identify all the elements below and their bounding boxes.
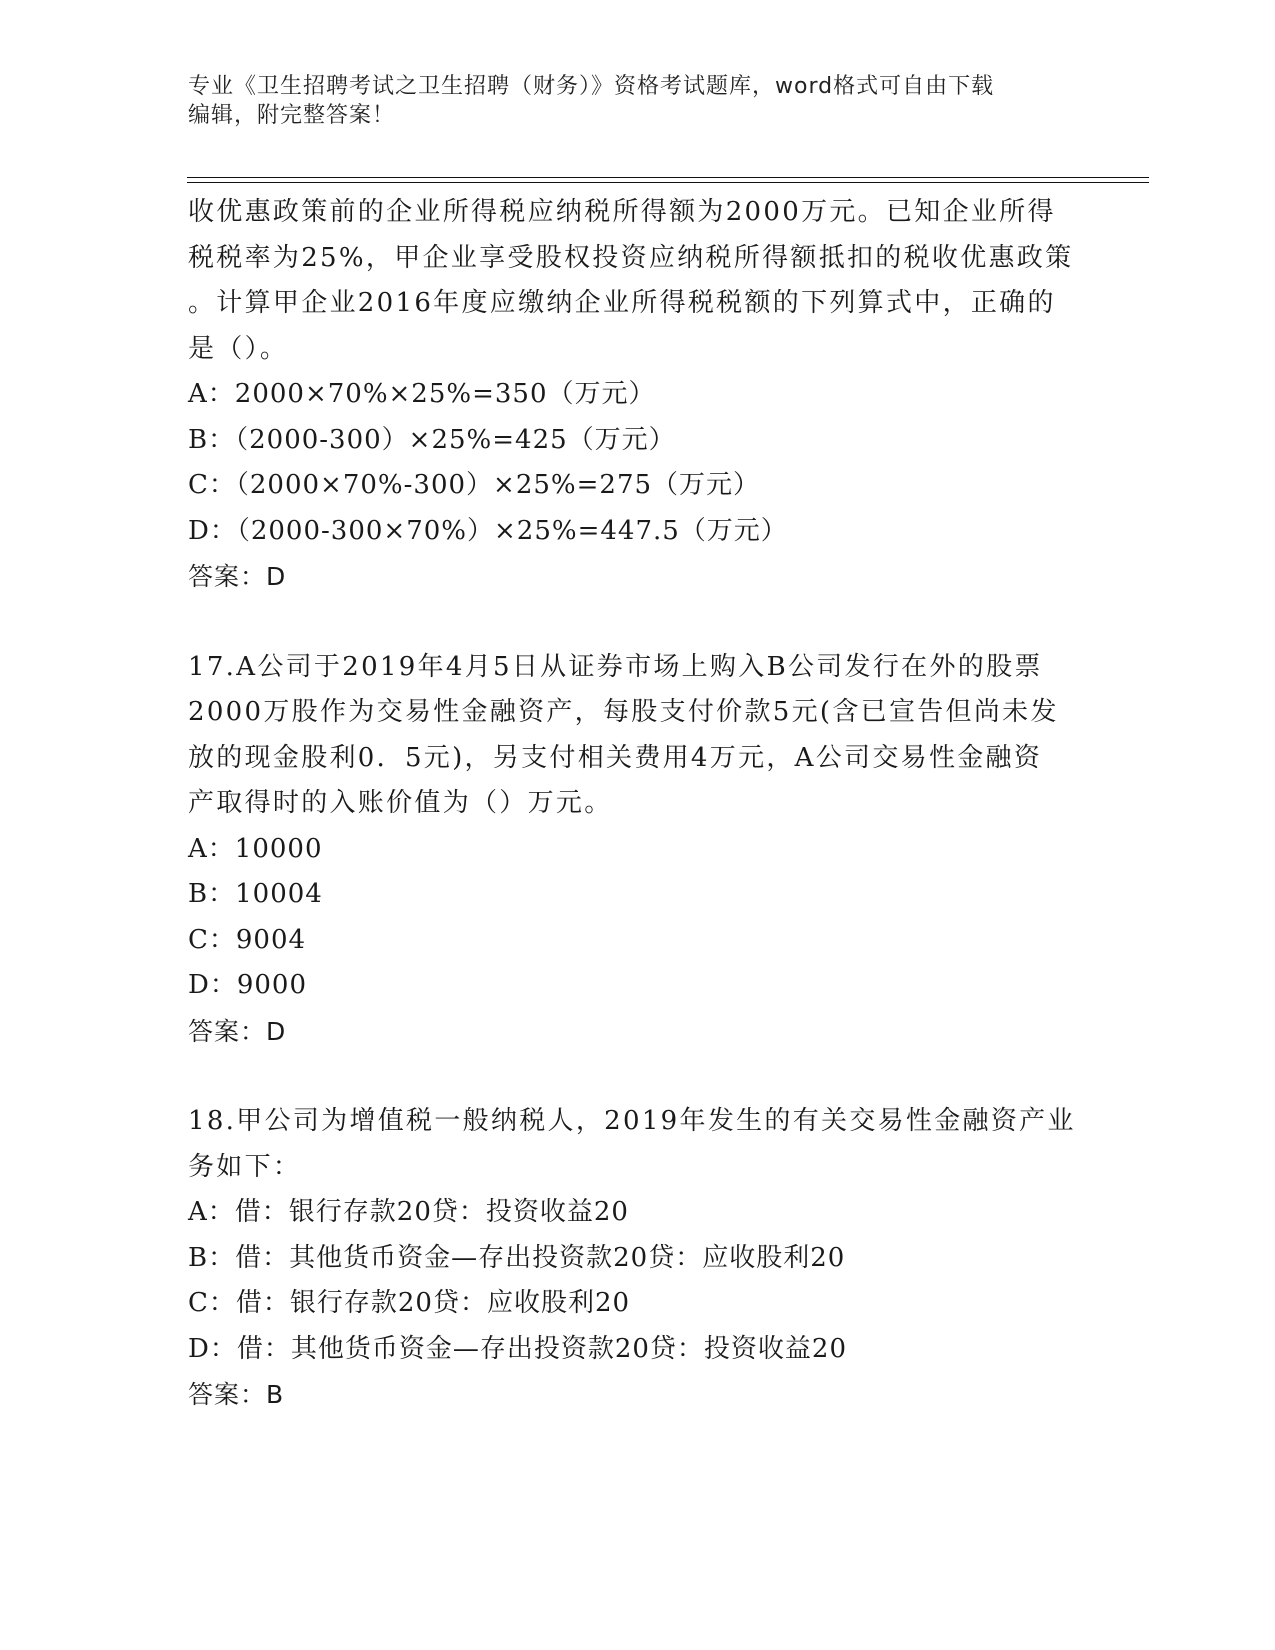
question-stem-line: 放的现金股利0．5元)，另支付相关费用4万元，A公司交易性金融资	[188, 742, 1043, 773]
header-rule-top	[187, 177, 1149, 178]
option-a: A：借：银行存款20贷：投资收益20	[188, 1197, 629, 1227]
question-stem-line: 。计算甲企业2016年度应缴纳企业所得税税额的下列算式中，正确的	[188, 288, 1056, 318]
question-stem-line: 收优惠政策前的企业所得税应纳税所得额为2000万元。已知企业所得	[188, 197, 1056, 227]
option-d: D：9000	[188, 970, 308, 1000]
question-stem-line: 产取得时的入账价值为（）万元。	[188, 788, 613, 818]
question-spacer	[188, 600, 1088, 645]
header-rule-bottom	[187, 182, 1149, 183]
question-spacer	[188, 1054, 1088, 1099]
answer-line: 答案：B	[188, 1380, 285, 1409]
option-d: D：（2000-300×70%）×25%=447.5（万元）	[188, 515, 788, 546]
option-b: B：借：其他货币资金—存出投资款20贷：应收股利20	[188, 1242, 846, 1273]
question-stem-line: 2000万股作为交易性金融资产，每股支付价款5元(含已宣告但尚未发	[188, 697, 1059, 727]
option-c: C：借：银行存款20贷：应收股利20	[188, 1288, 631, 1318]
question-block-18	[188, 1099, 1088, 1418]
document-body	[188, 190, 1088, 1418]
answer-line: 答案：D	[188, 562, 287, 591]
question-stem-line: 务如下：	[188, 1151, 302, 1182]
option-d: D：借：其他货币资金—存出投资款20贷：投资收益20	[188, 1333, 848, 1364]
option-c: C：（2000×70%-300）×25%=275（万元）	[188, 470, 761, 500]
option-a: A：2000×70%×25%=350（万元）	[188, 379, 656, 409]
question-block-17	[188, 645, 1088, 1055]
question-stem-line: 17.A公司于2019年4月5日从证券市场上购入B公司发行在外的股票	[188, 651, 1043, 682]
option-b: B：（2000-300）×25%=425（万元）	[188, 424, 676, 455]
option-b: B：10004	[188, 879, 323, 909]
answer-line: 答案：D	[188, 1016, 287, 1046]
question-stem-line: 18.甲公司为增值税一般纳税人，2019年发生的有关交易性金融资产业	[188, 1106, 1076, 1136]
header-line-1: 专业《卫生招聘考试之卫生招聘（财务）》资格考试题库，word格式可自由下载	[188, 74, 995, 99]
option-c: C：9004	[188, 924, 307, 955]
question-stem-line: 是（）。	[188, 333, 289, 364]
question-block-16	[188, 190, 1088, 600]
question-stem-line: 税税率为25%，甲企业享受股权投资应纳税所得额抵扣的税收优惠政策	[188, 242, 1074, 273]
option-a: A：10000	[188, 833, 323, 864]
header-line-2: 编辑，附完整答案！	[188, 103, 396, 128]
page-header	[188, 72, 1088, 130]
